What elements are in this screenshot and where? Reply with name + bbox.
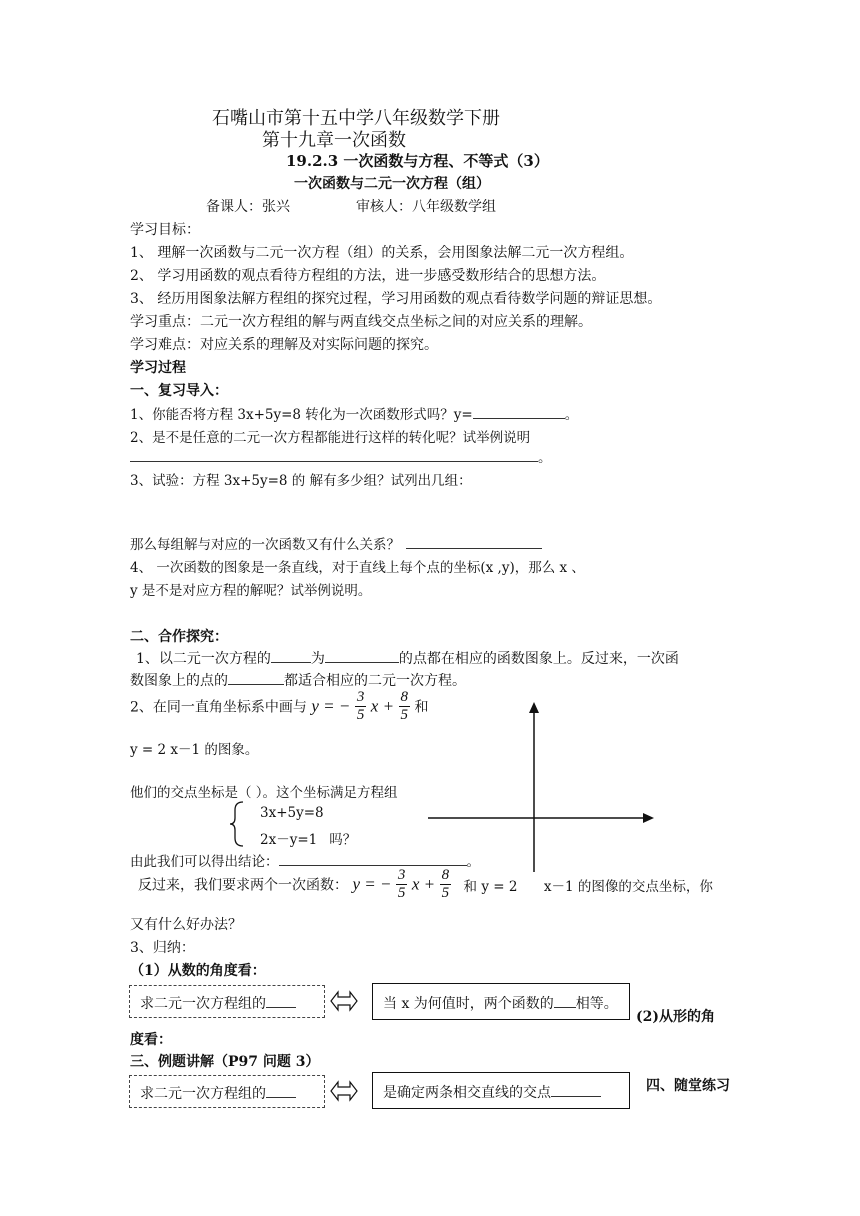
intersection-question: 他们的交点坐标是（ ）。这个坐标满足方程组 — [130, 785, 398, 801]
system-brace — [228, 800, 248, 848]
box-text-label: 求二元一次方程组的 — [140, 996, 266, 1012]
equation-term: x + — [411, 874, 436, 894]
answer-blank[interactable] — [473, 404, 565, 419]
explore-p1-line1 — [136, 648, 679, 668]
explore-p2-line2: y = 2 x－1 的图象。 — [130, 742, 259, 758]
summary-heading: 3、归纳： — [130, 940, 195, 956]
question-3-follow — [130, 533, 542, 553]
question-3: 3、试验：方程 3x+5y=8 的 解有多少组？试列出几组： — [130, 473, 472, 489]
fill-blank[interactable] — [266, 993, 296, 1008]
box-text-label: 是确定两条相交直线的交点 — [383, 1085, 551, 1101]
number-view-right-box — [372, 983, 630, 1020]
goal-item: 3、 经历用图象法解方程组的探究过程，学习用函数的观点看待数学问题的辩证思想。 — [130, 291, 662, 307]
equation-lhs: y = − — [311, 696, 351, 716]
explore-p2-text: 2、在同一直角坐标系中画与 — [130, 699, 307, 716]
equivalence-arrow-icon — [329, 1079, 359, 1103]
goal-item: 2、 学习用函数的观点看待方程组的方法，进一步感受数形结合的思想方法。 — [130, 268, 606, 284]
reverse-text: 反过来，我们要求两个一次函数： — [138, 877, 348, 894]
fraction-numerator: 8 — [400, 689, 409, 705]
by-number-heading: （1）从数的角度看： — [130, 963, 266, 979]
by-shape-heading-part2: 度看： — [130, 1032, 172, 1048]
explore-p1-text: 的点都在相应的函数图象上。反过来，一次函 — [398, 651, 679, 667]
fraction-8-5 — [399, 690, 411, 723]
key-point: 学习重点：二元一次方程组的解与两直线交点坐标之间的对应关系的理解。 — [130, 314, 592, 330]
reviewer: 审核人：八年级数学组 — [356, 199, 496, 215]
explore-p2-line1 — [130, 690, 428, 723]
reverse-text: 和 y = 2 — [463, 878, 518, 895]
equation-2-row — [260, 828, 356, 848]
box-text — [383, 1082, 601, 1102]
box-text — [383, 993, 618, 1013]
question-2-answer-line — [130, 446, 552, 466]
fraction-numerator: 3 — [356, 689, 365, 705]
explore-p1-text: 都适合相应的二元一次方程。 — [284, 673, 466, 689]
conclusion-end: 。 — [466, 854, 480, 870]
x-axis-arrow-icon — [643, 813, 654, 823]
fraction-numerator: 3 — [397, 867, 406, 883]
explore-heading: 二、合作探究： — [130, 629, 228, 645]
question-1-end: 。 — [564, 407, 579, 423]
question-4-line2: y 是不是对应方程的解呢？试举例说明。 — [130, 583, 372, 599]
equation-lhs: y = − — [352, 874, 392, 894]
shape-view-right-box — [372, 1072, 630, 1109]
by-shape-heading-part1: (2)从形的角 — [636, 1009, 715, 1025]
y-axis-arrow-icon — [529, 702, 539, 713]
question-1 — [130, 403, 578, 423]
number-view-left-box — [129, 985, 325, 1018]
practice-heading: 四、随堂练习 — [646, 1078, 730, 1094]
example-heading: 三、例题讲解（P97 问题 3） — [130, 1054, 320, 1070]
fraction-denominator: 5 — [397, 885, 406, 901]
fraction-numerator: 8 — [441, 867, 450, 883]
explore-p1-text: 数图象上的点的 — [130, 673, 228, 689]
fill-blank[interactable] — [266, 1083, 296, 1098]
fraction-3-5 — [355, 690, 367, 723]
question-1-text: 1、你能否将方程 3x+5y=8 转化为一次函数形式吗？y= — [130, 407, 473, 423]
review-heading: 一、复习导入： — [130, 383, 228, 399]
box-text-label: 求二元一次方程组的 — [140, 1086, 266, 1102]
box-text — [140, 1083, 296, 1103]
fraction-denominator: 5 — [356, 707, 365, 723]
conclusion-text: 由此我们可以得出结论： — [130, 854, 279, 870]
explore-p1-text: 1、以二元一次方程的 — [136, 651, 271, 667]
subtitle: 一次函数与二元一次方程（组） — [294, 176, 490, 192]
question-3-follow-text: 那么每组解与对应的一次函数又有什么关系？ — [130, 537, 400, 553]
question-2: 2、是不是任意的二元一次方程都能进行这样的转化呢？试举例说明 — [130, 430, 531, 446]
shape-view-left-box — [129, 1075, 325, 1108]
school-line: 石嘴山市第十五中学八年级数学下册 — [212, 108, 500, 129]
question-2-end: 。 — [538, 450, 552, 466]
fill-blank[interactable] — [271, 648, 311, 663]
fill-blank[interactable] — [325, 648, 399, 663]
process-heading: 学习过程 — [130, 360, 186, 376]
box-text-label: 当 x 为何值时，两个函数的 — [383, 996, 554, 1012]
equation-2: 2x－y=1 — [260, 832, 318, 848]
explore-p2-text: 和 — [414, 699, 429, 716]
equivalence-arrow-icon — [329, 989, 359, 1013]
section-title: 19.2.3 一次函数与方程、不等式（3） — [286, 152, 549, 170]
fill-blank[interactable] — [554, 993, 576, 1008]
box-text-end: 相等。 — [575, 996, 618, 1012]
equation-1: 3x+5y=8 — [260, 805, 324, 821]
fraction-8-5 — [440, 868, 452, 901]
preparer: 备课人：张兴 — [206, 199, 290, 215]
goals-heading: 学习目标： — [130, 222, 200, 238]
reverse-line2: 又有什么好办法？ — [130, 917, 242, 933]
goal-item: 1、 理解一次函数与二元一次方程（组）的关系，会用图象法解二元一次方程组。 — [130, 245, 634, 261]
difficulty: 学习难点：对应关系的理解及对实际问题的探究。 — [130, 337, 438, 353]
chapter-line: 第十九章一次函数 — [262, 130, 406, 151]
reverse-line1 — [138, 868, 713, 901]
box-text — [140, 993, 296, 1013]
answer-blank[interactable] — [406, 534, 542, 549]
answer-blank[interactable] — [130, 447, 538, 462]
fraction-3-5 — [396, 868, 408, 901]
reverse-text: x－1 的图像的交点坐标，你 — [543, 878, 713, 895]
fraction-denominator: 5 — [400, 707, 409, 723]
question-4-line1: 4、 一次函数的图象是一条直线，对于直线上每个点的坐标(x ,y)，那么 x 、 — [130, 560, 585, 576]
equation-2-tail: 吗？ — [329, 832, 357, 848]
coordinate-axes — [424, 700, 656, 876]
explore-p1-text: 为 — [310, 651, 325, 667]
fill-blank[interactable] — [551, 1082, 601, 1097]
equation-term: x + — [370, 696, 395, 716]
fill-blank[interactable] — [228, 670, 284, 685]
explore-p1-line2 — [130, 670, 466, 690]
fraction-denominator: 5 — [441, 885, 450, 901]
